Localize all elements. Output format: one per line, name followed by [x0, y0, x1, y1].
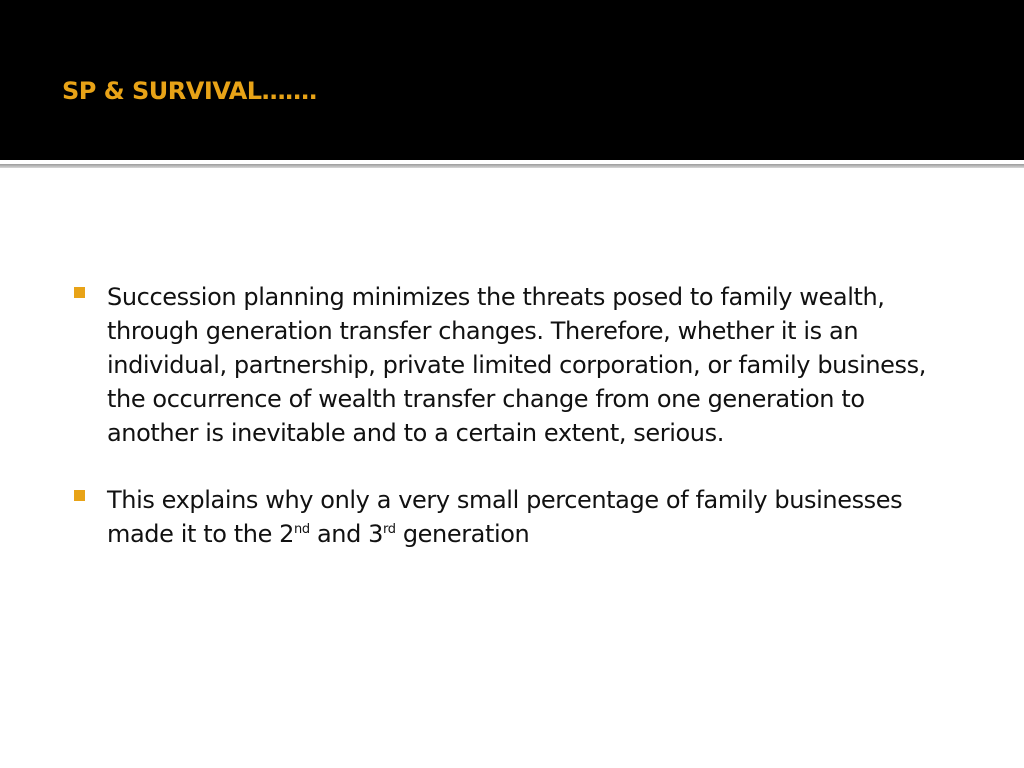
square-bullet-icon	[74, 287, 85, 298]
bullet-item-2	[72, 483, 952, 551]
bullet-text-2	[107, 486, 902, 548]
bullet-text-2-part-1: This explains why only a very small percentage of family businesses made it to the 2	[107, 486, 903, 548]
ordinal-suffix-rd: rd	[383, 522, 396, 537]
slide-title: SP & SURVIVAL…….	[62, 77, 318, 105]
ordinal-suffix-nd: nd	[294, 522, 310, 537]
bullet-item-1	[72, 280, 952, 450]
bullet-text-2-part-3: generation	[395, 520, 530, 548]
title-divider-gray	[0, 164, 1024, 168]
square-bullet-icon	[74, 490, 85, 501]
title-bar	[0, 0, 1024, 160]
slide-content	[72, 280, 952, 584]
bullet-text-1: Succession planning minimizes the threats posed to family wealth, through generation transfer changes. Therefore, whether it is an individual, partnership, private limited corporation, or family business, the occurrence of wealth transfer change from one generation to another is inevitable and to a certain extent, serious.	[107, 283, 926, 447]
bullet-text-2-part-2: and 3	[309, 520, 384, 548]
